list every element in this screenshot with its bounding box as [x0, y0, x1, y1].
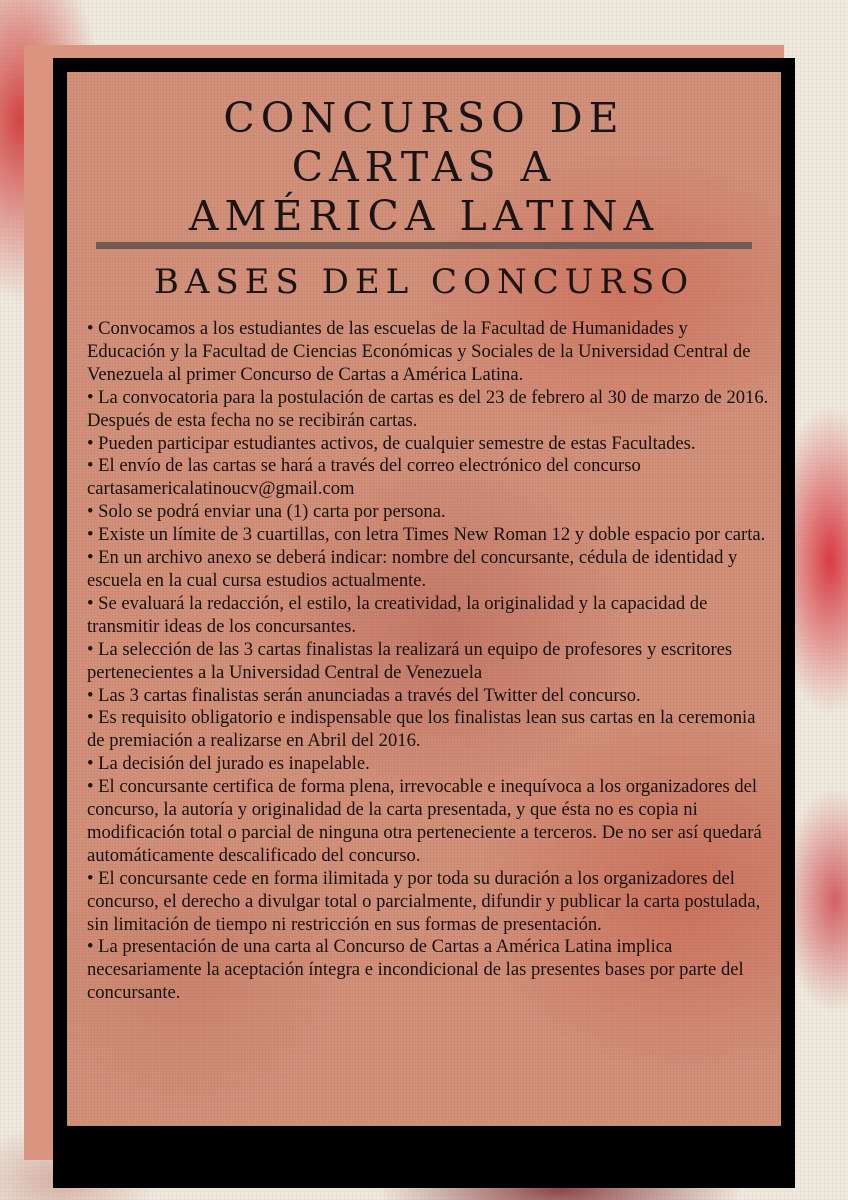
rules-list — [87, 318, 769, 1005]
rule-item: • La convocatoria para la postulación de cartas es del 23 de febrero al 30 de marzo de 2016. Después de esta fecha no se recibirán cartas. — [87, 386, 769, 431]
rule-item: • Solo se podrá enviar una (1) carta por persona. — [87, 501, 446, 523]
poster-title — [67, 94, 781, 241]
title-line-2: CARTAS A — [291, 143, 557, 191]
rule-item: • La presentación de una carta al Concurso de Cartas a América Latina implica necesariamente la aceptación íntegra e incondicional de las presentes bases por parte del concursante. — [87, 936, 744, 1004]
rule-item: • Se evaluará la redacción, el estilo, la creatividad, la originalidad y la capacidad de transmitir ideas de los concursantes. — [87, 592, 708, 637]
rule-item: • Convocamos a los estudiantes de las escuelas de la Facultad de Humanidades y Educación y la Facultad de Ciencias Económicas y Sociales de la Universidad Central de Venezuela al primer Concurso de Cartas a América Latina. — [87, 318, 751, 385]
rule-item: • Las 3 cartas finalistas serán anunciadas a través del Twitter del concurso. — [87, 684, 641, 706]
rule-item: • La decisión del jurado es inapelable. — [87, 753, 370, 775]
rule-item: • Es requisito obligatorio e indispensable que los finalistas lean sus cartas en la ceremonia de premiación a realizarse en Abril del 2016. — [87, 707, 756, 752]
rule-item: • Pueden participar estudiantes activos, de cualquier semestre de estas Facultades. — [87, 432, 696, 454]
rule-item: • El envío de las cartas se hará a través del correo electrónico del concurso cartasamericalatinoucv@gmail.com — [87, 455, 641, 500]
title-line-3: AMÉRICA LATINA — [188, 192, 660, 240]
rule-item: • El concursante certifica de forma plena, irrevocable e inequívoca a los organizadores del concurso, la autoría y originalidad de la carta presentada, y que ésta no es copia ni modificación total o parcial de ninguna otra perteneciente a terceros. De no ser así quedará automáticamente descalificado del concurso. — [87, 776, 762, 866]
rule-item: • Existe un límite de 3 cuartillas, con letra Times New Roman 12 y doble espacio por carta. — [87, 524, 766, 546]
rule-item: • El concursante cede en forma ilimitada y por toda su duración a los organizadores del concurso, el derecho a divulgar total o parcialmente, difundir y publicar la carta postulada, sin limitación de tiempo ni restricción en sus formas de presentación. — [87, 867, 761, 935]
rule-item: • La selección de las 3 cartas finalistas la realizará un equipo de profesores y escritores pertenecientes a la Universidad Central de Venezuela — [87, 638, 733, 683]
title-divider — [96, 242, 752, 249]
rule-item: • En un archivo anexo se deberá indicar: nombre del concursante, cédula de identidad y escuela en la cual cursa estudios actualmente. — [87, 547, 738, 591]
title-line-1: CONCURSO DE — [223, 94, 625, 142]
poster-panel — [67, 72, 781, 1126]
section-heading: BASES DEL CONCURSO — [153, 262, 695, 302]
